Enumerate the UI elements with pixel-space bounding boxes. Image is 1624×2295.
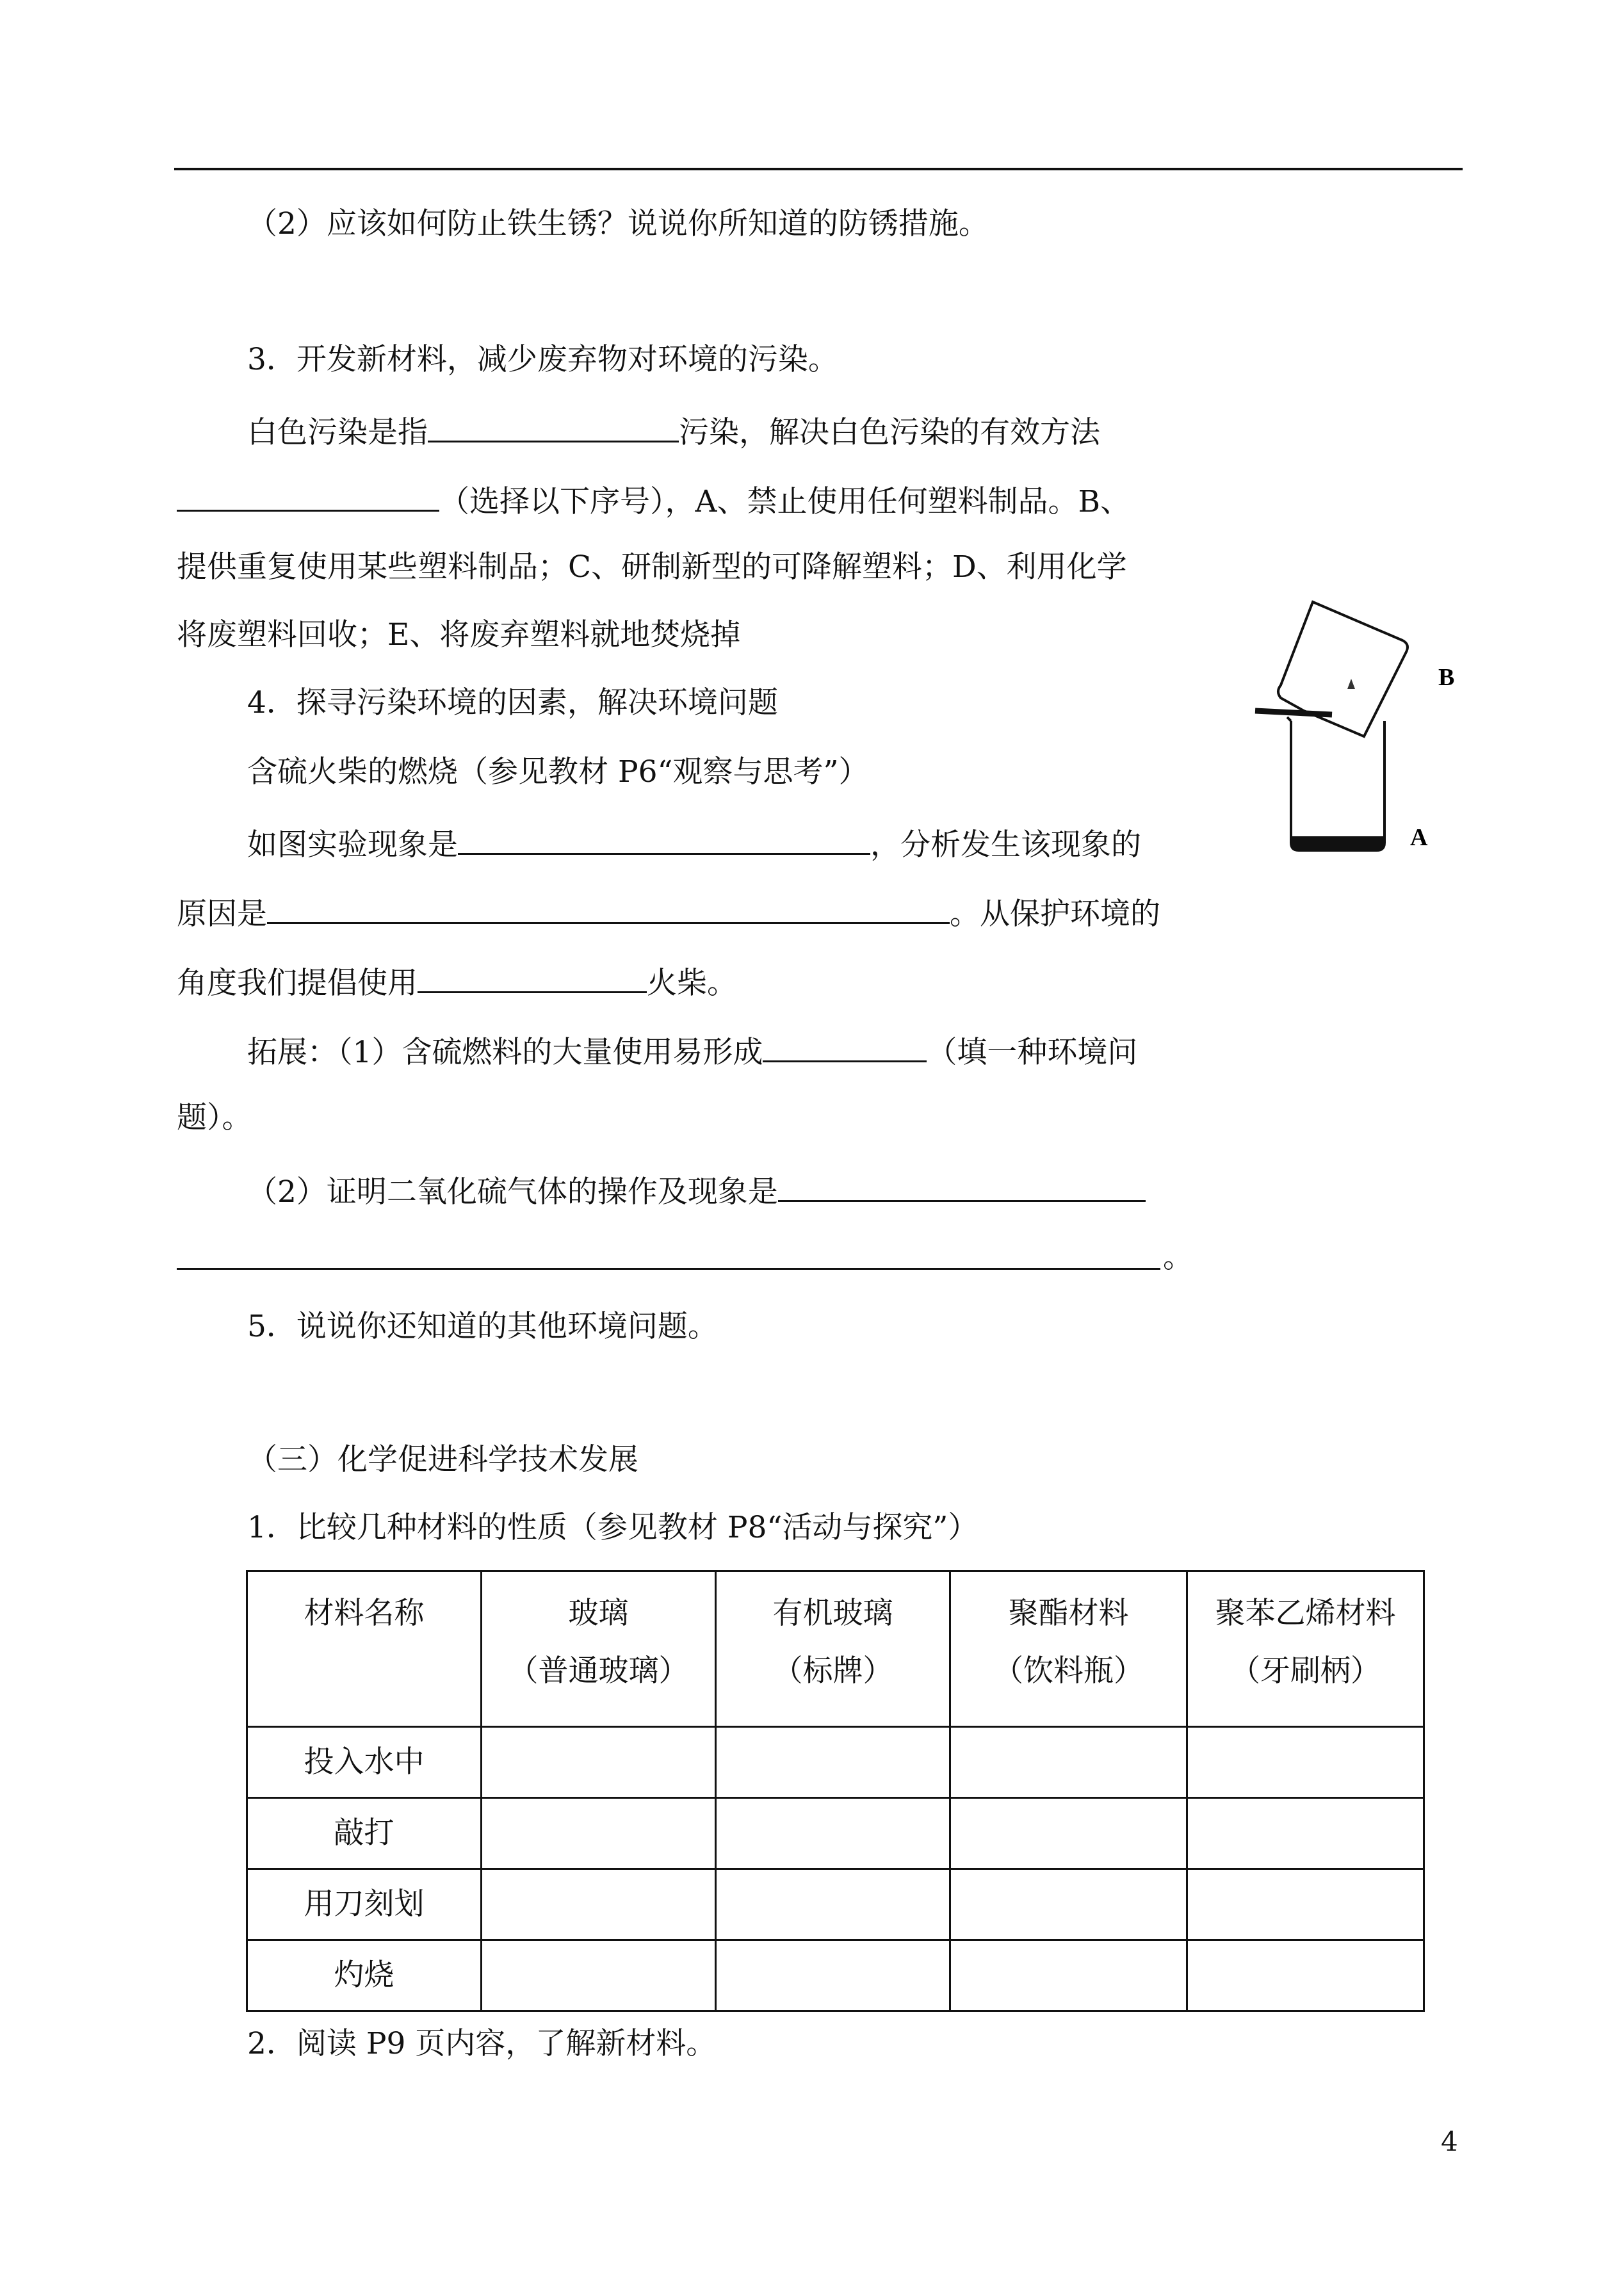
row-label-water: 投入水中: [247, 1727, 482, 1798]
section-4-title: 4．探寻污染环境的因素，解决环境问题: [247, 685, 778, 720]
table-cell[interactable]: [482, 1798, 716, 1869]
match-stick: [1255, 711, 1332, 715]
table-row: [247, 1940, 1424, 2011]
match-type-label: 角度我们提倡使用: [177, 966, 418, 1001]
phenomenon-label: 如图实验现象是: [247, 827, 458, 863]
row-label-knock: 敲打: [247, 1798, 482, 1869]
table-row: [247, 1869, 1424, 1940]
section-5-title: 5．说说你还知道的其他环境问题。: [247, 1309, 718, 1344]
table-cell[interactable]: [1187, 1727, 1424, 1798]
table-cell[interactable]: [716, 1727, 950, 1798]
table-cell[interactable]: [482, 1940, 716, 2011]
reason-line: [177, 891, 1160, 934]
table-cell[interactable]: [716, 1798, 950, 1869]
table-cell[interactable]: [1187, 1869, 1424, 1940]
sulfur-match-title: 含硫火柴的燃烧（参见教材 P6“观察与思考”）: [247, 754, 869, 790]
question-prevent-rust: （2）应该如何防止铁生锈？说说你所知道的防锈措施。: [247, 206, 989, 241]
so2-proof-blank[interactable]: [778, 1169, 1146, 1202]
so2-proof-line: [247, 1169, 1146, 1212]
table-row: [247, 1798, 1424, 1869]
reason-label: 原因是: [177, 896, 267, 932]
extension-label: 拓展：（1）含硫燃料的大量使用易形成: [247, 1035, 763, 1070]
table-cell[interactable]: [950, 1869, 1187, 1940]
header-rule: [174, 168, 1463, 170]
section-3-title: 3．开发新材料，减少废弃物对环境的污染。: [247, 342, 838, 377]
beaker-b: [1278, 602, 1408, 736]
page-number: 4: [1441, 2126, 1458, 2157]
row-label-burn: 灼烧: [247, 1940, 482, 2011]
table-cell[interactable]: [482, 1727, 716, 1798]
table-header-row: [247, 1571, 1424, 1727]
extension-line-end: 题）。: [177, 1100, 252, 1135]
white-pollution-blank[interactable]: [428, 410, 679, 442]
table-cell[interactable]: [1187, 1940, 1424, 2011]
phenomenon-tail: ，分析发生该现象的: [870, 827, 1141, 863]
method-choice-line: [177, 479, 1130, 521]
phenomenon-line: [247, 822, 1141, 864]
header-glass: 玻璃 （普通玻璃）: [482, 1571, 716, 1727]
reason-blank[interactable]: [267, 891, 950, 924]
compare-materials-title: 1．比较几种材料的性质（参见教材 P8“活动与探究”）: [247, 1510, 978, 1545]
reason-tail: 。从保护环境的: [950, 896, 1160, 932]
materials-table: [246, 1570, 1425, 2012]
white-pollution-label: 白色污染是指: [247, 415, 428, 450]
method-choice-blank[interactable]: [177, 479, 439, 512]
white-pollution-method-text: 污染，解决白色污染的有效方法: [679, 415, 1100, 450]
read-new-materials: 2．阅读 P9 页内容，了解新材料。: [247, 2026, 717, 2061]
header-polyester: 聚酯材料 （饮料瓶）: [950, 1571, 1187, 1727]
options-line-3: 将废塑料回收；E、将废弃塑料就地焚烧掉: [177, 617, 741, 653]
table-cell[interactable]: [950, 1727, 1187, 1798]
table-cell[interactable]: [716, 1940, 950, 2011]
part-3-heading: （三）化学促进科学技术发展: [247, 1442, 638, 1477]
header-material-name: 材料名称: [247, 1571, 482, 1727]
label-b: B: [1438, 664, 1455, 691]
table-cell[interactable]: [950, 1940, 1187, 2011]
options-line-2: 提供重复使用某些塑料制品；C、研制新型的可降解塑料；D、利用化学: [177, 549, 1127, 585]
extension-tail: （填一种环境问: [927, 1035, 1138, 1070]
label-a: A: [1410, 824, 1428, 851]
beaker-a: [1287, 717, 1384, 850]
header-organic-glass: 有机玻璃 （标牌）: [716, 1571, 950, 1727]
table-row: [247, 1727, 1424, 1798]
table-cell[interactable]: [950, 1798, 1187, 1869]
so2-proof-label: （2）证明二氧化硫气体的操作及现象是: [247, 1174, 778, 1210]
header-polystyrene: 聚苯乙烯材料 （牙刷柄）: [1187, 1571, 1424, 1727]
environment-problem-blank[interactable]: [763, 1030, 927, 1062]
so2-proof-end: 。: [1163, 1240, 1193, 1275]
phenomenon-blank[interactable]: [458, 822, 870, 855]
row-label-scratch: 用刀刻划: [247, 1869, 482, 1940]
so2-proof-blank-2[interactable]: [177, 1268, 1160, 1270]
match-type-blank[interactable]: [418, 961, 647, 993]
match-type-tail: 火柴。: [647, 966, 737, 1001]
match-type-line: [177, 961, 737, 1003]
table-cell[interactable]: [1187, 1798, 1424, 1869]
table-cell[interactable]: [716, 1869, 950, 1940]
extension-line: [247, 1030, 1137, 1072]
method-choice-text: （选择以下序号），A、禁止使用任何塑料制品。B、: [439, 484, 1130, 519]
beaker-experiment-figure: [1242, 596, 1460, 864]
white-pollution-line: [247, 410, 1100, 452]
table-cell[interactable]: [482, 1869, 716, 1940]
